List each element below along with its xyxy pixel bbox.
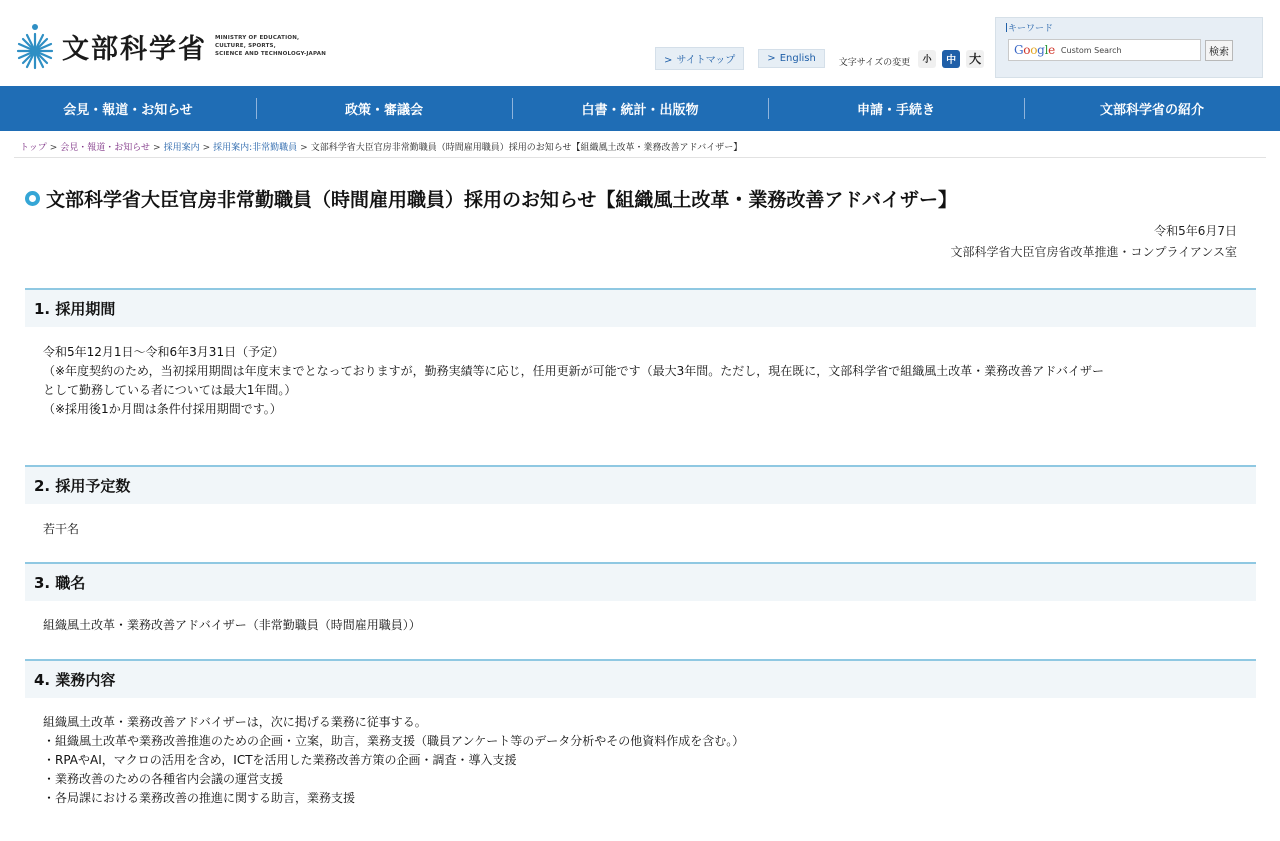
logo-text: 文部科学省 <box>62 33 207 65</box>
search-button[interactable]: 検索 <box>1205 40 1233 61</box>
sitemap-link[interactable]: > サイトマップ <box>655 47 744 70</box>
breadcrumb-link-recruit[interactable]: 採用案内 <box>163 143 200 153</box>
publish-date: 令和5年6月7日 <box>1154 224 1237 238</box>
chevron-right-icon: > <box>664 55 673 66</box>
body-line: ・業務改善のための各種省内会議の運営支援 <box>43 772 284 786</box>
nav-item-applications[interactable]: 申請・手続き <box>768 86 1024 131</box>
breadcrumb-link-top[interactable]: トップ <box>20 143 47 153</box>
body-line: 令和5年12月1日～令和6年3月31日（予定） <box>43 345 285 359</box>
search-panel <box>995 17 1263 78</box>
global-nav <box>0 86 1280 131</box>
ministry-emblem-icon <box>16 22 54 70</box>
body-line: 若干名 <box>43 522 80 536</box>
body-line: （※採用後1か月間は条件付採用期間です。） <box>43 402 282 416</box>
search-label: キーワード <box>1008 24 1054 34</box>
utility-links <box>655 47 990 70</box>
header <box>0 0 1280 86</box>
font-size-label: 文字サイズの変更 <box>838 58 911 68</box>
nav-item-policy[interactable]: 政策・審議会 <box>256 86 512 131</box>
body-line: として勤務している者については最大1年間。） <box>43 383 297 397</box>
issuing-office: 文部科学省大臣官房省改革推進・コンプライアンス室 <box>950 245 1237 259</box>
title-bullet-icon <box>25 191 40 206</box>
font-size-medium-button[interactable]: 中 <box>942 50 960 68</box>
body-line: 組織風土改革・業務改善アドバイザーは，次に掲げる業務に従事する。 <box>43 715 427 729</box>
nav-item-about[interactable]: 文部科学省の紹介 <box>1024 86 1280 131</box>
search-input[interactable] <box>1008 39 1201 61</box>
nav-item-press[interactable]: 会見・報道・お知らせ <box>63 103 193 118</box>
nav-item-publications[interactable]: 白書・統計・出版物 <box>512 86 768 131</box>
logo-english-text: MINISTRY OF EDUCATION, CULTURE, SPORTS, SCIENCE AND TECHNOLOGY-JAPAN <box>215 35 327 57</box>
breadcrumb-link-parttime[interactable]: 採用案内:非常勤職員 <box>213 143 298 153</box>
section-body <box>43 343 1104 419</box>
section-body <box>43 713 744 808</box>
breadcrumb-separator: > <box>49 143 58 153</box>
window-bottom-edge <box>0 818 1280 841</box>
font-size-small-button[interactable]: 小 <box>918 50 936 68</box>
divider <box>14 157 1266 158</box>
chevron-right-icon: > <box>767 53 776 64</box>
breadcrumb-separator: > <box>300 143 308 153</box>
english-link[interactable]: > English <box>758 49 825 68</box>
section-body <box>43 520 79 539</box>
breadcrumb-link-press[interactable]: 会見・報道・お知らせ <box>60 143 151 153</box>
section-body <box>43 616 421 635</box>
breadcrumb-separator: > <box>153 143 161 153</box>
custom-search-text: Custom Search <box>1060 45 1122 55</box>
body-line: ・各局課における業務改善の推進に関する助言，業務支援 <box>43 791 356 805</box>
body-line: 組織風土改革・業務改善アドバイザー（非常勤職員（時間雇用職員）） <box>43 618 421 632</box>
body-line: ・RPAやAI，マクロの活用を含め，ICTを活用した業務改善方策の企画・調査・導入支援 <box>43 753 517 767</box>
page-title: 文部科学省大臣官房非常勤職員（時間雇用職員）採用のお知らせ【組織風土改革・業務改善アドバイザー】 <box>25 185 957 212</box>
section-heading: 3. 職名 <box>25 562 1256 601</box>
section-heading: 4. 業務内容 <box>25 659 1256 698</box>
section-heading: 1. 採用期間 <box>25 288 1256 327</box>
section-heading: 2. 採用予定数 <box>25 465 1256 504</box>
body-line: （※年度契約のため，当初採用期間は年度末までとなっておりますが，勤務実績等に応じ，任用更新が可能です（最大3年間。ただし，現在既に，文部科学省で組織風土改革・業務改善アドバイザー <box>43 364 1104 378</box>
breadcrumb-separator: > <box>202 143 211 153</box>
breadcrumb <box>20 140 742 153</box>
breadcrumb-current: 文部科学省大臣官房非常勤職員（時間雇用職員）採用のお知らせ【組織風土改革・業務改善アドバイザー】 <box>310 143 743 153</box>
google-logo: Google <box>1014 43 1055 57</box>
body-line: ・組織風土改革や業務改善推進のための企画・立案，助言，業務支援（職員アンケート等のデータ分析やその他資料作成を含む。） <box>43 734 745 748</box>
site-logo[interactable] <box>16 22 326 70</box>
font-size-large-button[interactable]: 大 <box>966 50 984 68</box>
divider <box>1006 23 1007 32</box>
